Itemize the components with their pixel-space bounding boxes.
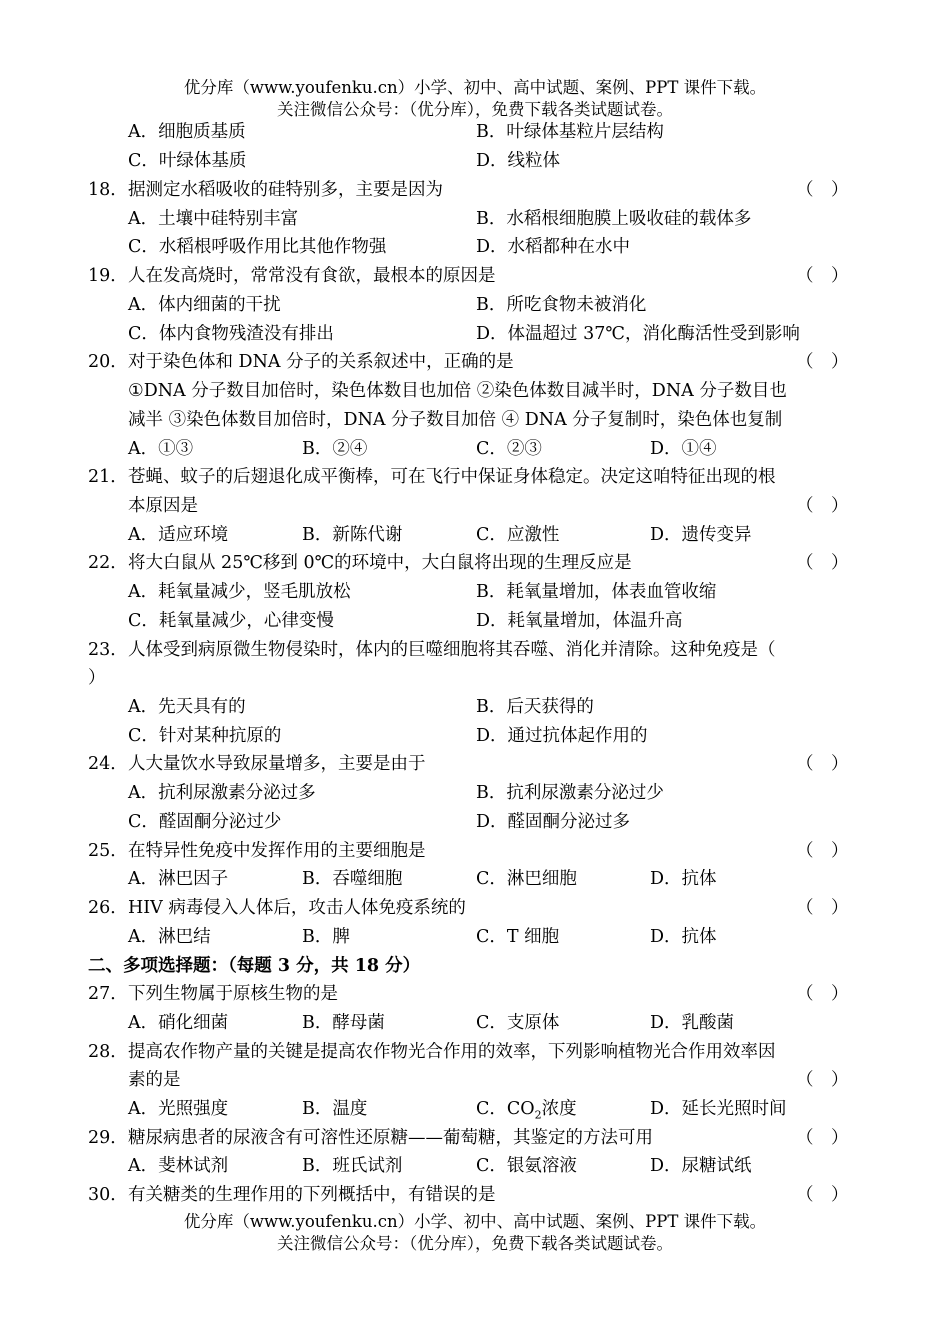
q29-answer-blank: （ ） (796, 1128, 849, 1148)
q29-option-b: B．班氏试剂 (302, 1156, 403, 1176)
q19-option-c: C．体内食物残渣没有排出 (128, 324, 334, 344)
q17-option-d: D．线粒体 (476, 151, 561, 171)
q25-option-d: D．抗体 (650, 869, 717, 889)
q23-option-c: C．针对某种抗原的 (128, 726, 282, 746)
q19-option-b: B．所吃食物未被消化 (476, 295, 647, 315)
q21-option-a: A．适应环境 (128, 525, 229, 545)
q21-option-c: C．应激性 (476, 525, 560, 545)
q17-option-a: A．细胞质基质 (128, 122, 246, 142)
q21-stem-continued: 本原因是 (128, 496, 198, 516)
header-line-1: 优分库（www.youfenku.cn）小学、初中、高中试题、案例、PPT 课件下载。 (183, 78, 767, 97)
q30-stem: 有关糖类的生理作用的下列概括中，有错误的是 (128, 1185, 496, 1205)
q20-option-b: B．②④ (302, 439, 368, 459)
q20-option-a: A．①③ (128, 439, 194, 459)
header-line-2: 关注微信公众号：（优分库），免费下载各类试题试卷。 (277, 100, 673, 119)
q26-stem: HIV 病毒侵入人体后，攻击人体免疫系统的 (128, 898, 466, 918)
q28-option-d: D．延长光照时间 (650, 1099, 787, 1119)
q23-option-d: D．通过抗体起作用的 (476, 726, 648, 746)
q24-option-b: B．抗利尿激素分泌过少 (476, 783, 664, 803)
q28-option-a: A．光照强度 (128, 1099, 229, 1119)
q27-number: 27． (88, 984, 128, 1004)
q18-option-a: A．土壤中硅特别丰富 (128, 209, 299, 229)
q18-option-b: B．水稻根细胞膜上吸收硅的载体多 (476, 209, 752, 229)
q23-option-a: A．先天具有的 (128, 697, 246, 717)
q21-answer-blank: （ ） (796, 496, 849, 516)
q23-stem-continued: ） (88, 668, 106, 688)
q17-option-c: C．叶绿体基质 (128, 151, 247, 171)
q22-option-c: C．耗氧量减少，心律变慢 (128, 611, 334, 631)
q19-stem: 人在发高烧时，常常没有食欲，最根本的原因是 (128, 266, 496, 286)
q29-option-d: D．尿糖试纸 (650, 1156, 752, 1176)
q20-option-c: C．②③ (476, 439, 542, 459)
q30-answer-blank: （ ） (796, 1185, 849, 1205)
q29-option-a: A．斐林试剂 (128, 1156, 229, 1176)
q24-option-a: A．抗利尿激素分泌过多 (128, 783, 316, 803)
q22-option-b: B．耗氧量增加，体表血管收缩 (476, 582, 717, 602)
q28-number: 28． (88, 1042, 128, 1062)
q18-number: 18． (88, 180, 128, 200)
q24-answer-blank: （ ） (796, 754, 849, 774)
q26-number: 26． (88, 898, 128, 918)
q28-stem: 提高农作物产量的关键是提高农作物光合作用的效率，下列影响植物光合作用效率因 (128, 1042, 776, 1062)
q27-answer-blank: （ ） (796, 984, 849, 1004)
q23-option-b: B．后天获得的 (476, 697, 594, 717)
q24-option-c: C．醛固酮分泌过少 (128, 812, 282, 832)
q29-stem: 糖尿病患者的尿液含有可溶性还原糖——葡萄糖，其鉴定的方法可用 (128, 1128, 653, 1148)
q24-stem: 人大量饮水导致尿量增多，主要是由于 (128, 754, 426, 774)
q28-option-c-suffix: 浓度 (541, 1099, 577, 1119)
q22-answer-blank: （ ） (796, 553, 849, 573)
footer-line-1: 优分库（www.youfenku.cn）小学、初中、高中试题、案例、PPT 课件下载。 (183, 1212, 767, 1231)
q26-option-d: D．抗体 (650, 927, 717, 947)
q27-option-c: C．支原体 (476, 1013, 560, 1033)
q28-answer-blank: （ ） (796, 1070, 849, 1090)
q28-stem-continued: 素的是 (128, 1070, 181, 1090)
q24-number: 24． (88, 754, 128, 774)
q23-stem: 人体受到病原微生物侵染时，体内的巨噬细胞将其吞噬、消化并清除。这种免疫是（ (128, 640, 776, 660)
q21-option-d: D．遗传变异 (650, 525, 752, 545)
q22-option-d: D．耗氧量增加，体温升高 (476, 611, 683, 631)
q28-option-c-subscript: 2 (534, 1108, 542, 1122)
q21-option-b: B．新陈代谢 (302, 525, 403, 545)
q18-option-c: C．水稻根呼吸作用比其他作物强 (128, 237, 387, 257)
q25-answer-blank: （ ） (796, 841, 849, 861)
q27-option-b: B．酵母菌 (302, 1013, 385, 1033)
q19-answer-blank: （ ） (796, 266, 849, 286)
q27-option-d: D．乳酸菌 (650, 1013, 735, 1033)
footer-line-2: 关注微信公众号：（优分库），免费下载各类试题试卷。 (277, 1234, 673, 1253)
q18-option-d: D．水稻都种在水中 (476, 237, 631, 257)
q22-stem: 将大白鼠从 25℃移到 0℃的环境中，大白鼠将出现的生理反应是 (128, 553, 632, 573)
q29-number: 29． (88, 1128, 128, 1148)
q25-option-a: A．淋巴因子 (128, 869, 229, 889)
q20-statements-1: ①DNA 分子数目加倍时，染色体数目也加倍 ②染色体数目减半时，DNA 分子数目也 (128, 381, 787, 401)
q22-option-a: A．耗氧量减少，竖毛肌放松 (128, 582, 351, 602)
q26-option-a: A．淋巴结 (128, 927, 211, 947)
q26-answer-blank: （ ） (796, 898, 849, 918)
q21-stem: 苍蝇、蚊子的后翅退化成平衡棒，可在飞行中保证身体稳定。决定这咱特征出现的根 (128, 467, 776, 487)
q19-number: 19． (88, 266, 128, 286)
q27-option-a: A．硝化细菌 (128, 1013, 229, 1033)
q25-stem: 在特异性免疫中发挥作用的主要细胞是 (128, 841, 426, 861)
q29-option-c: C．银氨溶液 (476, 1156, 577, 1176)
q18-stem: 据测定水稻吸收的硅特别多，主要是因为 (128, 180, 443, 200)
q17-option-b: B．叶绿体基粒片层结构 (476, 122, 664, 142)
q21-number: 21． (88, 467, 128, 487)
q20-answer-blank: （ ） (796, 352, 849, 372)
q30-number: 30． (88, 1185, 128, 1205)
q20-statements-2: 减半 ③染色体数目加倍时，DNA 分子数目加倍 ④ DNA 分子复制时，染色体也复制 (128, 410, 783, 430)
q20-option-d: D．①④ (650, 439, 717, 459)
q24-option-d: D．醛固酮分泌过多 (476, 812, 631, 832)
q23-number: 23． (88, 640, 128, 660)
q25-option-c: C．淋巴细胞 (476, 869, 577, 889)
q26-option-c: C．T 细胞 (476, 927, 560, 947)
q20-number: 20． (88, 352, 128, 372)
q19-option-d: D．体温超过 37℃，消化酶活性受到影响 (476, 324, 800, 344)
q25-number: 25． (88, 841, 128, 861)
q28-option-c-prefix: C．CO (476, 1099, 535, 1119)
q28-option-b: B．温度 (302, 1099, 368, 1119)
q22-number: 22． (88, 553, 128, 573)
q18-answer-blank: （ ） (796, 180, 849, 200)
q20-stem: 对于染色体和 DNA 分子的关系叙述中，正确的是 (128, 352, 514, 372)
q19-option-a: A．体内细菌的干扰 (128, 295, 281, 315)
section-2-heading: 二、多项选择题：（每题 3 分，共 18 分） (88, 956, 421, 976)
q26-option-b: B．脾 (302, 927, 350, 947)
q25-option-b: B．吞噬细胞 (302, 869, 403, 889)
q27-stem: 下列生物属于原核生物的是 (128, 984, 338, 1004)
